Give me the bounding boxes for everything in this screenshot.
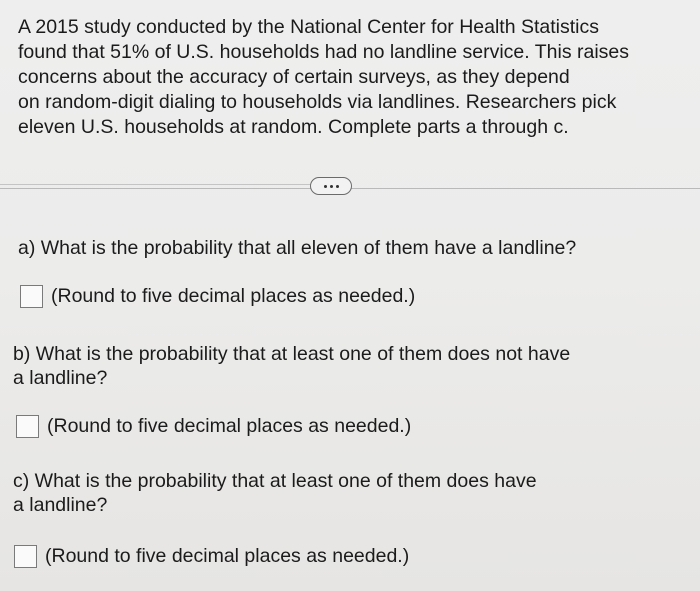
question-c <box>13 469 537 517</box>
problem-line: A 2015 study conducted by the National Center for Health Statistics <box>18 16 600 38</box>
dot-icon <box>330 185 333 188</box>
problem-line: on random-digit dialing to households via landlines. Researchers pick <box>18 91 617 113</box>
answer-row-b <box>16 415 411 438</box>
answer-input-c[interactable] <box>14 545 37 568</box>
problem-line: found that 51% of U.S. households had no landline service. This raises <box>18 41 630 63</box>
problem-line: eleven U.S. households at random. Complete parts a through c. <box>18 116 569 138</box>
rounding-hint-b: (Round to five decimal places as needed.) <box>47 415 412 437</box>
answer-input-a[interactable] <box>20 285 43 308</box>
answer-row-c <box>14 545 409 568</box>
rounding-hint-a: (Round to five decimal places as needed.) <box>51 285 416 307</box>
problem-line: concerns about the accuracy of certain surveys, as they depend <box>18 66 570 88</box>
question-a <box>18 236 576 260</box>
question-a-line: a) What is the probability that all eleven of them have a landline? <box>18 237 577 259</box>
question-b <box>13 342 570 390</box>
answer-row-a <box>20 285 415 308</box>
rounding-hint-c: (Round to five decimal places as needed.) <box>45 545 410 567</box>
dot-icon <box>324 185 327 188</box>
question-c-line: c) What is the probability that at least one of them does have <box>13 470 537 492</box>
dot-icon <box>336 185 339 188</box>
answer-input-b[interactable] <box>16 415 39 438</box>
divider-shadow <box>0 184 312 185</box>
expand-more-button[interactable] <box>310 177 352 195</box>
problem-statement <box>18 15 690 140</box>
question-c-line: a landline? <box>13 494 108 516</box>
question-b-line: a landline? <box>13 367 108 389</box>
question-b-line: b) What is the probability that at least one of them does not have <box>13 343 571 365</box>
